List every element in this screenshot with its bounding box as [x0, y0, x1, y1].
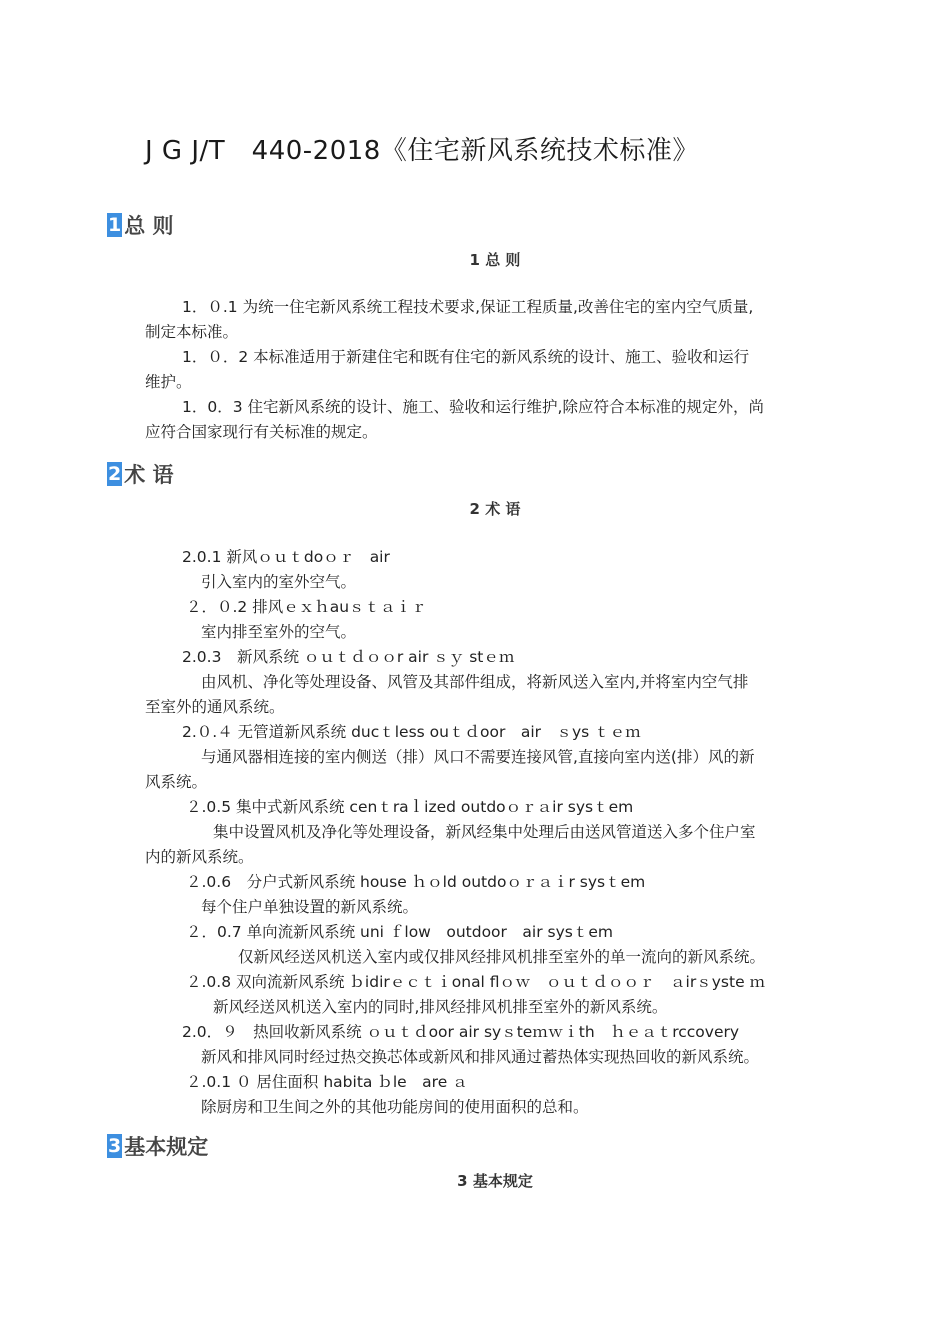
definition-line: 新风经送风机送入室内的同时,排风经排风机排至室外的新风系统。: [213, 998, 668, 1016]
section-heading-terms: [107, 459, 174, 489]
section-number: 3: [108, 1135, 122, 1157]
term-line: ２.0.6 分户式新风系统 house ｈｏld outdoｏｒａｉr sysｔem: [186, 873, 646, 891]
clause-line: 1．０．2 本标准适用于新建住宅和既有住宅的新风系统的设计、施工、验收和运行: [182, 348, 750, 366]
definition-line: 由风机、净化等处理设备、风管及其部件组成，将新风送入室内,并将室内空气排: [201, 673, 749, 691]
section-heading-text: 总 则: [124, 214, 174, 238]
term-line: ２.0.5 集中式新风系统 cenｔraｌized outdoｏｒａir sysｔem: [186, 798, 634, 816]
term-line: 2.0.3 新风系统 ｏｕｔｄｏｏr air ｓｙ stｅｍ: [182, 648, 515, 666]
term-line: ２.0.8 双向流新风系统 ｂidirｅｃｔｉonal flｏｗ ｏｕｔｄｏｏｒ ａirｓyste ｍ: [186, 973, 766, 991]
section-subheading: 3 基本规定: [457, 1172, 533, 1190]
term-line: ２.0.1 ０ 居住面积 habita ｂle are ａ: [186, 1073, 468, 1091]
term-line: ２．0.7 单向流新风系统 uni ｆlow outdoor air sysｔem: [186, 923, 613, 941]
definition-line: 至室外的通风系统。: [145, 698, 285, 716]
clause-line: 应符合国家现行有关标准的规定。: [145, 423, 378, 441]
term-line: 2.0.1 新风ｏｕｔdoｏｒ air: [182, 548, 390, 566]
definition-line: 仅新风经送风机送入室内或仅排风经排风机排至室外的单一流向的新风系统。: [238, 948, 766, 966]
definition-line: 风系统。: [145, 773, 208, 791]
clause-line: 维护。: [145, 373, 192, 391]
term-line: ２．０.2 排风ｅｘｈauｓｔａｉｒ: [186, 598, 427, 616]
section-heading-general: [107, 210, 174, 240]
document-title: J G J/T 440-2018《住宅新风系统技术标准》: [145, 136, 699, 166]
definition-line: 引入室内的室外空气。: [201, 573, 357, 591]
definition-line: 每个住户单独设置的新风系统。: [201, 898, 419, 916]
section-heading-text: 基本规定: [124, 1135, 209, 1159]
definition-line: 除厨房和卫生间之外的其他功能房间的使用面积的总和。: [201, 1098, 589, 1116]
definition-line: 集中设置风机及净化等处理设备，新风经集中处理后由送风管道送入多个住户室: [213, 823, 756, 841]
section-heading-basic-requirements: [107, 1131, 208, 1161]
clause-line: 1．０.1 为统一住宅新风系统工程技术要求,保证工程质量,改善住宅的室内空气质量,: [182, 298, 754, 316]
clause-line: 制定本标准。: [145, 323, 239, 341]
term-line: 2.０.４ 无管道新风系统 ducｔless ouｔｄoor air ｓys ｔｅｍ: [182, 723, 641, 741]
definition-line: 新风和排风同时经过热交换芯体或新风和排风通过蓄热体实现热回收的新风系统。: [201, 1048, 760, 1066]
definition-line: 室内排至室外的空气。: [201, 623, 357, 641]
section-subheading: 2 术 语: [469, 500, 521, 518]
clause-line: 1．0．3 住宅新风系统的设计、施工、验收和运行维护,除应符合本标准的规定外，尚: [182, 398, 764, 416]
definition-line: 内的新风系统。: [145, 848, 254, 866]
term-line: 2.0．９ 热回收新风系统 ｏｕｔｄoor air syｓteｍｗｉth ｈｅａｔrccovery: [182, 1023, 740, 1041]
definition-line: 与通风器相连接的室内侧送（排）风口不需要连接风管,直接向室内送(排）风的新: [201, 748, 755, 766]
section-heading-text: 术 语: [124, 463, 174, 487]
section-number: 2: [108, 463, 122, 485]
section-number: 1: [108, 214, 122, 236]
section-subheading: 1 总 则: [469, 251, 521, 269]
